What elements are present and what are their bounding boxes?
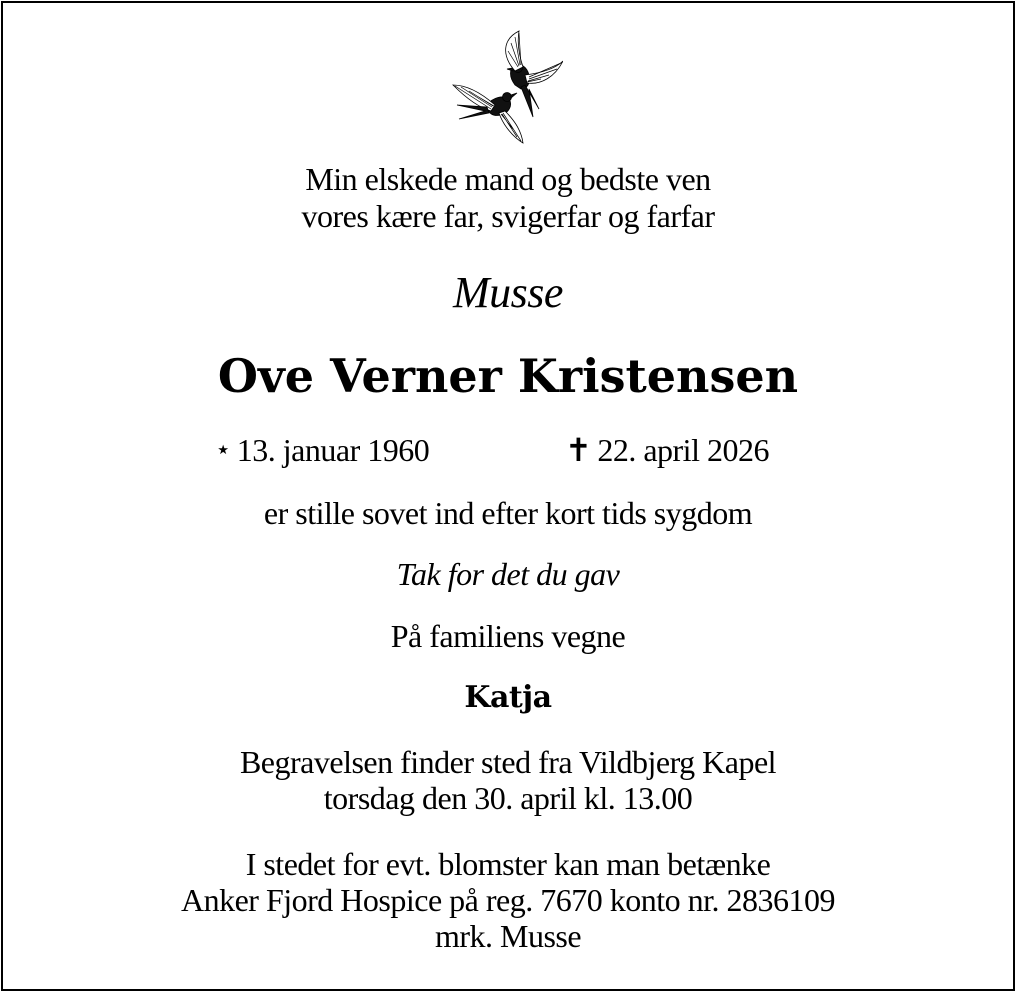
donation-line-1: I stedet for evt. blomster kan man betænke: [245, 846, 771, 882]
star-icon: ⋆: [215, 435, 231, 464]
thanks-text: Tak for det du gav: [396, 556, 620, 592]
funeral-info: [3, 744, 1013, 816]
donation-line-2: Anker Fjord Hospice på reg. 7670 konto nr. 2836109: [180, 882, 835, 918]
donation-info: [3, 846, 1013, 954]
funeral-line-2: torsdag den 30. april kl. 13.00: [323, 780, 693, 816]
birth-date-group: [215, 430, 429, 470]
nickname: Musse: [453, 268, 563, 317]
deceased-name: Ove Verner Kristensen: [217, 349, 799, 403]
donation-line-3: mrk. Musse: [434, 918, 582, 954]
swallows-icon: [443, 25, 563, 147]
notice-frame: [1, 1, 1015, 991]
passing-phrase: er stille sovet ind efter kort tids sygdom: [263, 495, 753, 531]
death-date: 22. april 2026: [597, 432, 769, 468]
signer-name: Katja: [464, 680, 552, 715]
intro-line-1: Min elskede mand og bedste ven: [305, 161, 711, 197]
death-date-group: [565, 430, 769, 470]
intro-text: [3, 161, 1013, 235]
cross-icon: ✝: [565, 432, 592, 468]
on-behalf-text: På familiens vegne: [390, 618, 626, 654]
birth-date: 13. januar 1960: [236, 432, 430, 468]
intro-line-2: vores kære far, svigerfar og farfar: [301, 198, 715, 234]
funeral-line-1: Begravelsen finder sted fra Vildbjerg Kapel: [239, 744, 777, 780]
obituary-notice: [3, 3, 1013, 989]
